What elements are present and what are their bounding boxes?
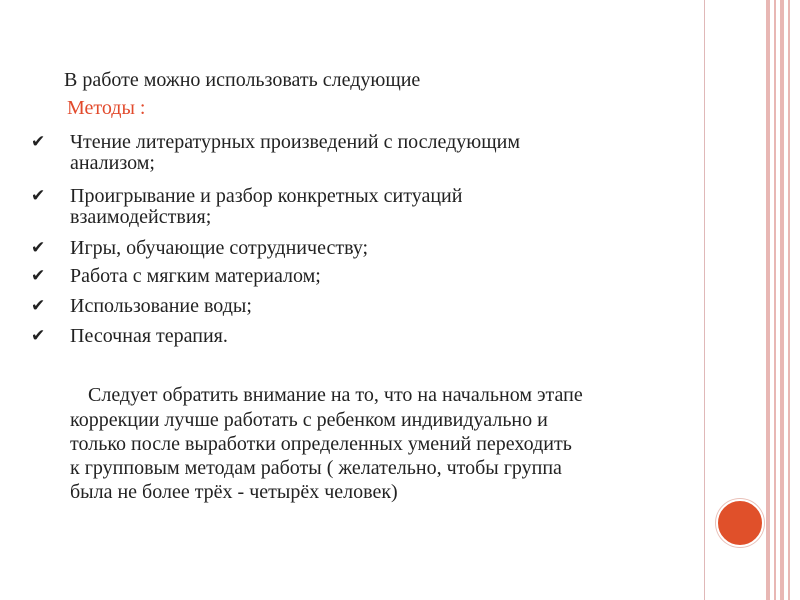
check-mark-icon: ✔ <box>31 186 46 205</box>
right-stripe-3 <box>780 0 784 600</box>
check-mark-icon: ✔ <box>31 326 46 345</box>
right-stripe-1 <box>766 0 770 600</box>
right-stripe-2 <box>774 0 776 600</box>
check-mark-icon: ✔ <box>31 132 46 151</box>
check-mark-icon: ✔ <box>31 238 46 257</box>
methods-label: Методы : <box>67 97 146 119</box>
check-mark-icon: ✔ <box>31 266 46 285</box>
intro-text: В работе можно использовать следующие <box>64 69 421 91</box>
check-mark-icon: ✔ <box>31 296 46 315</box>
slide-content: В работе можно использовать следующие Методы : ✔ Чтение литературных произведений с последующим анализом; ✔ Проигрывание и разбор конкретных ситуаций взаимодействия; ✔ Игры, обучающие сотрудничеству; ✔ Работа с мягким материалом; ✔ Использование воды; ✔ Песочная терапия. Следует обратить внимание на то, что на начальном этапе коррекции лучше работать с ребенком индивидуально и только после выработки определенных умений переходить к групповым методам работы ( желательно, чтобы группа была не более трёх - четырёх человек) <box>31 69 583 503</box>
right-stripe-4 <box>788 0 790 600</box>
decorative-circle <box>716 499 764 547</box>
